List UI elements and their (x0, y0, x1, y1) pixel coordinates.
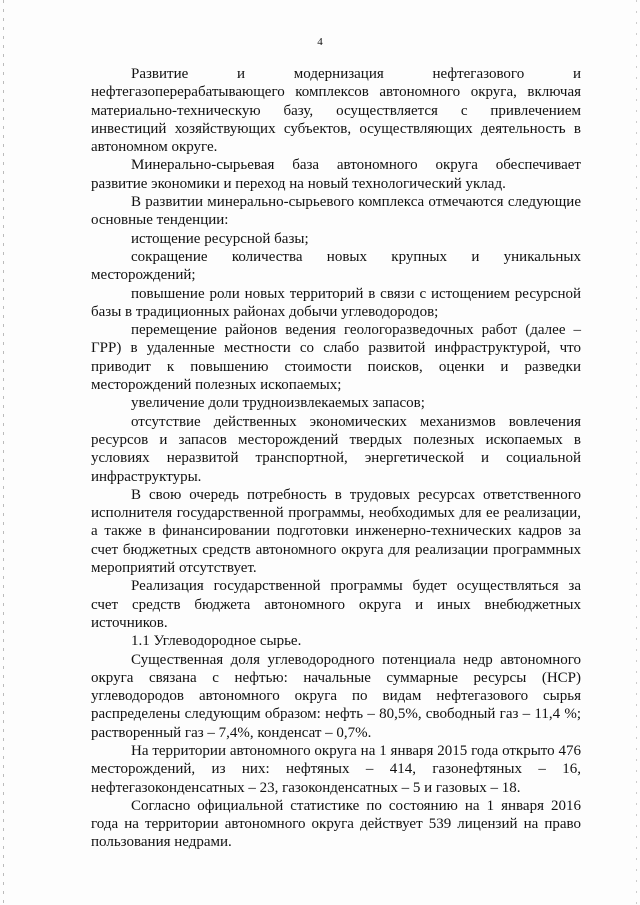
paragraph: Реализация государственной программы будет осуществляться за счет средств бюджета автономного округа и иных внебюджетных источников. (91, 578, 581, 631)
paragraph: В развитии минерально-сырьевого комплекса отмечаются следующие основные тенденции: (91, 194, 581, 229)
paragraph: Существенная доля углеводородного потенциала недр автономного округа связана с нефтью: начальные суммарные ресурсы (НСР) углеводородов автономного округа по видам нефтегазового сырья распределены следующим образом: нефть – 80,5%, свободный газ – 11,4 %; растворенный газ – 7,4%, конденсат – 0,7%. (91, 651, 581, 741)
scan-edge-left (3, 0, 4, 905)
list-item: увеличение доли трудноизвлекаемых запасов; (131, 395, 425, 412)
list-item: отсутствие действенных экономических механизмов вовлечения ресурсов и запасов месторождений твердых полезных ископаемых в условиях неразвитой транспортной, энергетической и социальной инфраструктуры. (91, 413, 581, 485)
paragraph: На территории автономного округа на 1 января 2015 года открыто 476 месторождений, из них: нефтяных – 414, газонефтяных – 16, нефтегазоконденсатных – 23, газоконденсатных – 5 и газовых – 18. (91, 742, 581, 796)
page-number: 4 (317, 36, 323, 48)
list-item: сокращение количества новых крупных и уникальных месторождений; (91, 248, 581, 284)
document-body (91, 65, 581, 852)
paragraph: Развитие и модернизация нефтегазового и нефтегазоперерабатывающего комплексов автономного округа, включая материально-техническую базу, осуществляется с привлечением инвестиций хозяйствующих субъектов, осуществляющих деятельность в автономном округе. (91, 66, 581, 156)
paragraph: В свою очередь потребность в трудовых ресурсах ответственного исполнителя государственной программы, необходимых для ее реализации, а также в финансировании подготовки инженерно-технических кадров за счет бюджетных средств автономного округа для реализации программных мероприятий отсутствует. (91, 486, 581, 577)
section-heading: 1.1 Углеводородное сырье. (131, 633, 302, 650)
paragraph: Согласно официальной статистике по состоянию на 1 января 2016 года на территории автономного округа действует 539 лицензий на право пользования недрами. (91, 797, 581, 851)
list-item: повышение роли новых территорий в связи с истощением ресурсной базы в традиционных районах добычи углеводородов; (91, 285, 581, 320)
list-item: перемещение районов ведения геологоразведочных работ (далее – ГРР) в удаленные местности со слабо развитой инфраструктурой, что приводит к повышению стоимости поисков, оценки и разведки месторождений полезных ископаемых; (91, 322, 581, 394)
list-item: истощение ресурсной базы; (131, 230, 309, 247)
scan-edge-right (636, 0, 637, 905)
paragraph: Минерально-сырьевая база автономного округа обеспечивает развитие экономики и переход на новый технологический уклад. (91, 157, 581, 192)
